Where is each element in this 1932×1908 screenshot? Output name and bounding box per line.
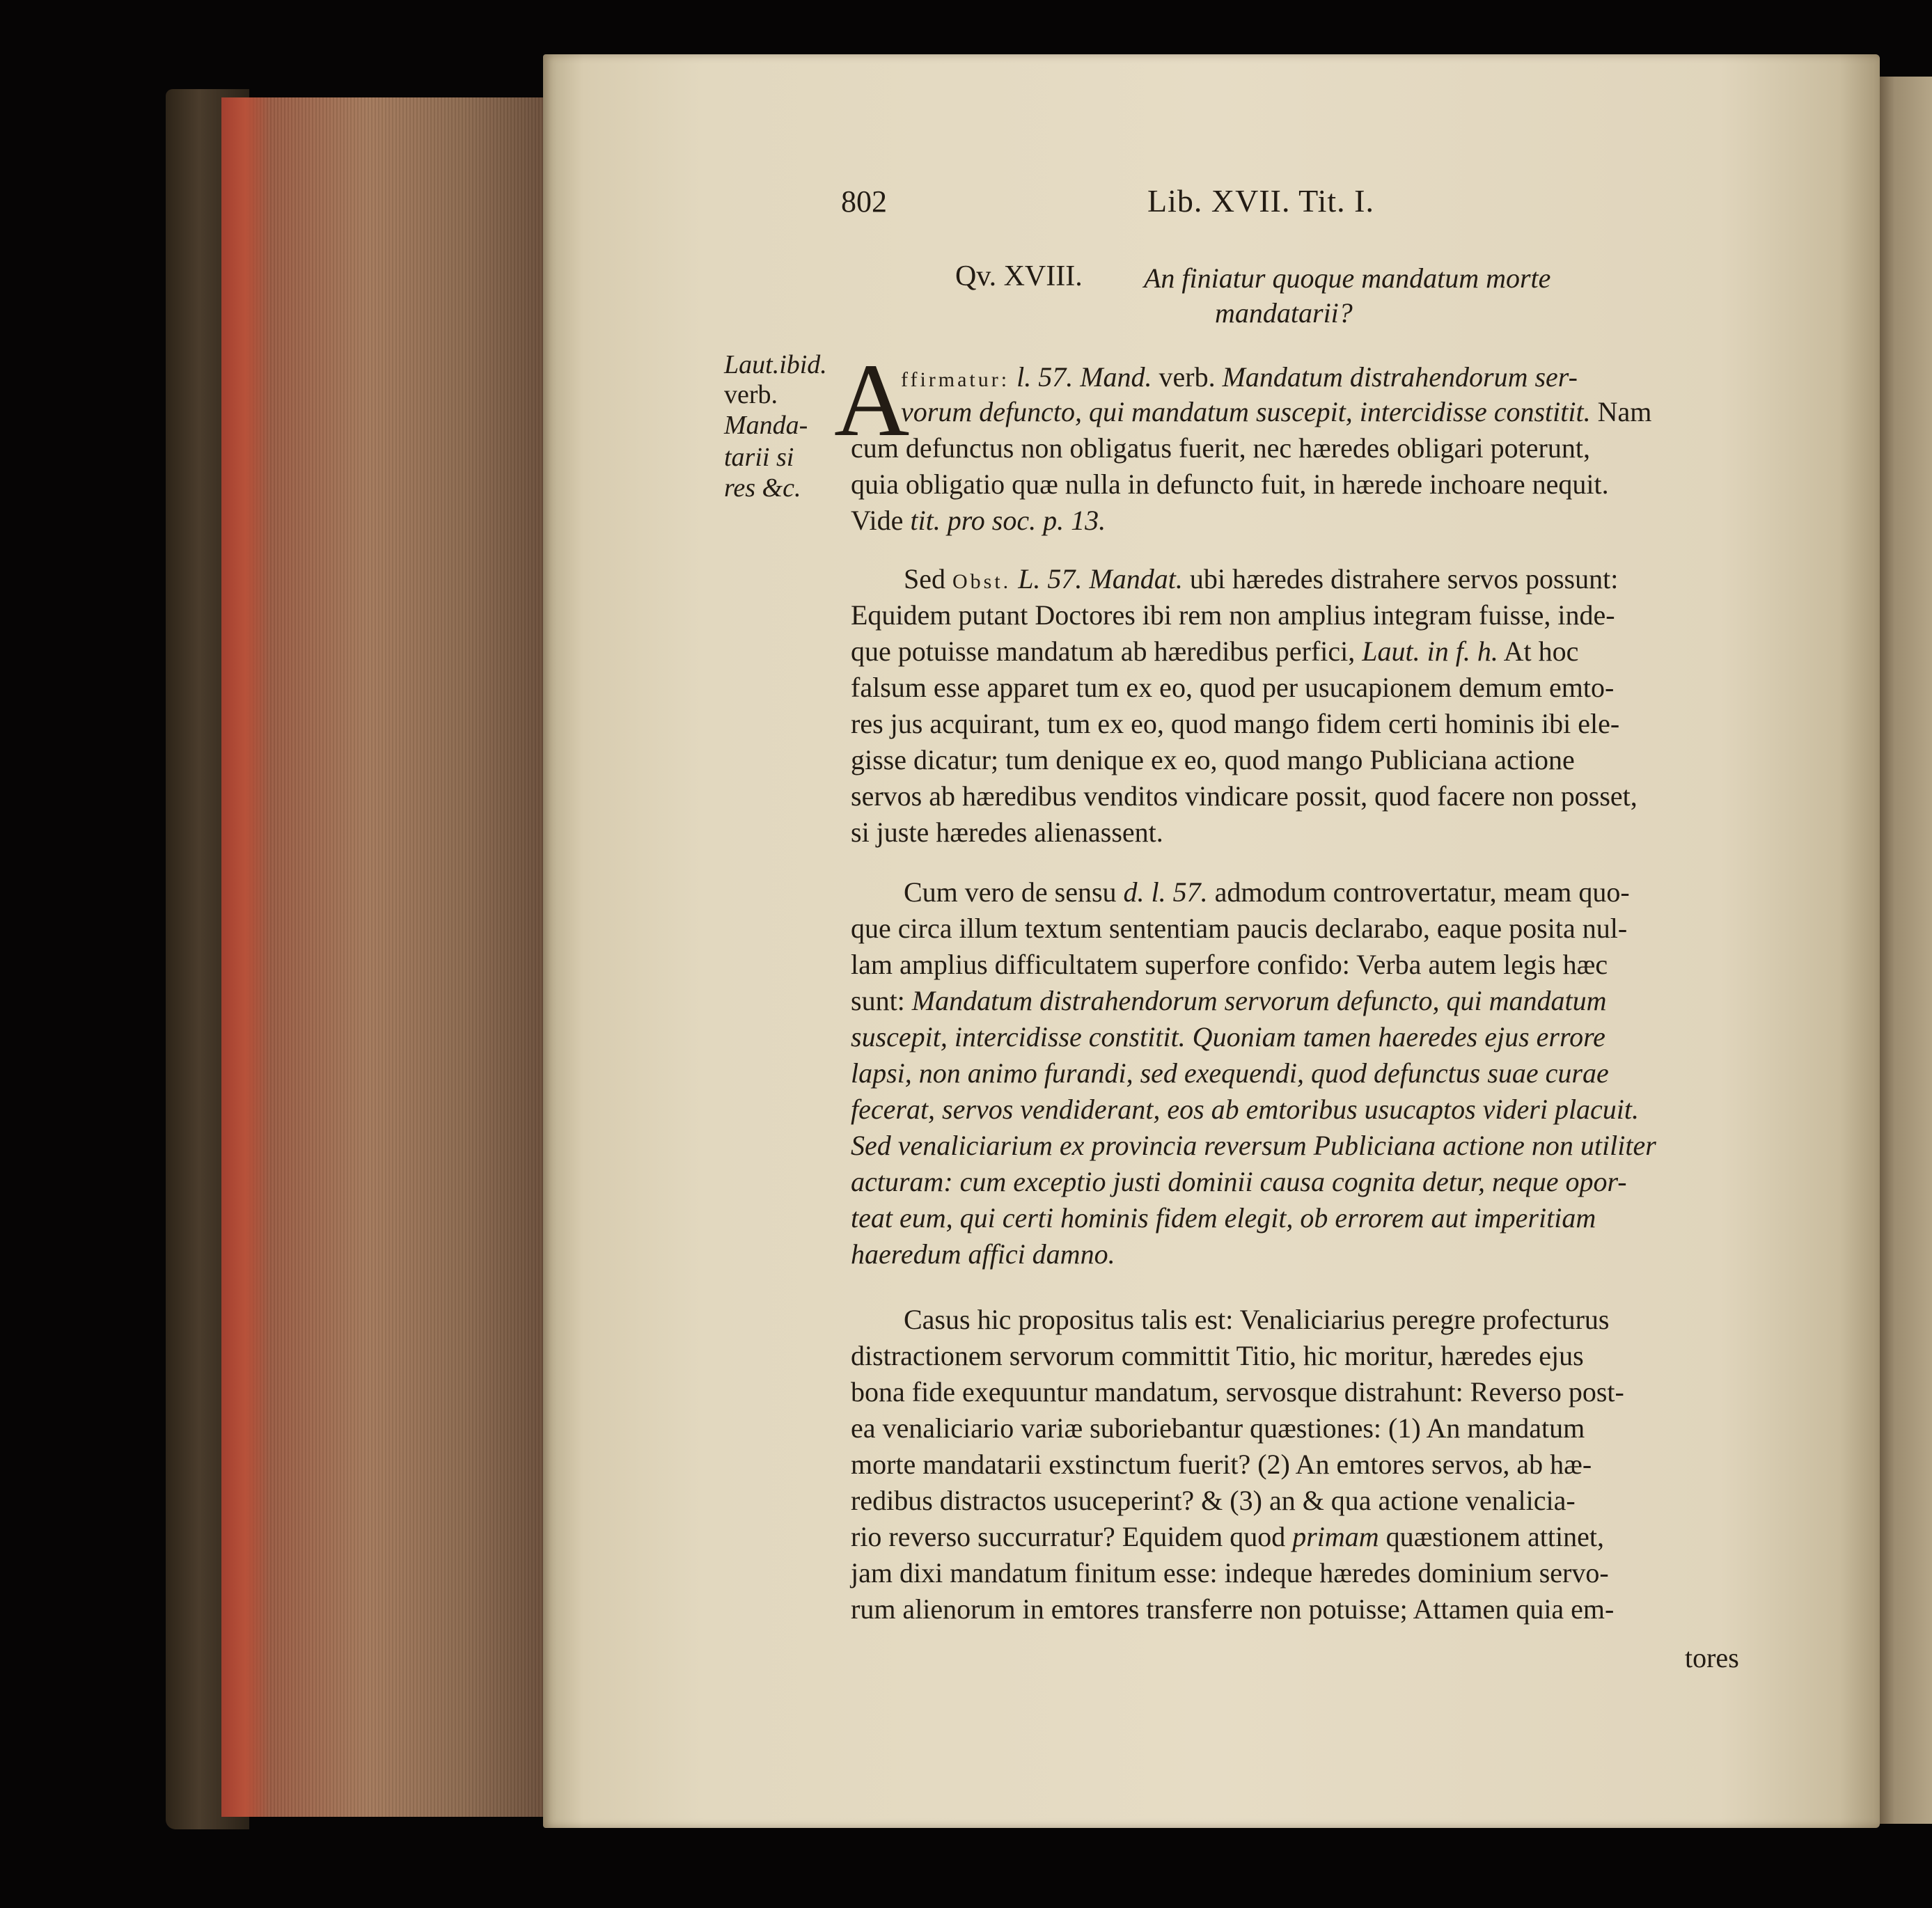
text-line: suscepit, intercidisse constitit. Quoniam tamen haeredes ejus errore <box>851 1021 1605 1052</box>
question-title-line1: An finiatur quoque mandatum morte <box>1144 262 1551 294</box>
text-line <box>851 1523 1604 1551</box>
text-line: lapsi, non animo furandi, sed exequendi, quod defunctus suae curae <box>851 1057 1609 1089</box>
margin-note-line: Laut.ibid. <box>724 350 827 379</box>
text-line <box>851 507 1106 535</box>
page-edges <box>221 97 549 1817</box>
text-line: ea venaliciario variæ suboriebantur quæstiones: (1) An mandatum <box>851 1412 1585 1444</box>
small-caps-run: Obst. <box>952 570 1012 593</box>
roman-run: ubi hæredes distrahere servos possunt: <box>1189 563 1619 594</box>
text-line: morte mandatarii exstinctum fuerit? (2) An emtores servos, ab hæ- <box>851 1449 1592 1480</box>
text-line <box>851 638 1578 665</box>
margin-note-line: Manda- <box>724 411 808 440</box>
text-line <box>904 878 1630 906</box>
facing-page-edge <box>1878 77 1932 1824</box>
text-line: distractionem servorum committit Titio, hic moritur, hæredes ejus <box>851 1340 1584 1371</box>
italic-run: Mandatum distrahendorum ser- <box>1222 361 1578 393</box>
margin-note-line: verb. <box>724 380 778 409</box>
text-line: haeredum affici damno. <box>851 1238 1115 1270</box>
small-caps-run: ffirmatur: <box>901 368 1010 391</box>
text-line: bona fide exequuntur mandatum, servosque distrahunt: Reverso post- <box>851 1376 1624 1408</box>
text-line: Sed venaliciarium ex provincia reversum Publiciana actione non utiliter <box>851 1130 1656 1161</box>
italic-run: Laut. in f. h. <box>1362 636 1498 667</box>
question-title-line2: mandatarii? <box>1215 297 1353 329</box>
running-title: Lib. XVII. Tit. I. <box>1147 183 1374 219</box>
roman-run: At hoc <box>1503 636 1579 667</box>
italic-run: d. l. 57. <box>1123 876 1208 908</box>
roman-run: sunt: <box>851 985 905 1016</box>
roman-run: Sed <box>904 563 945 594</box>
text-line: acturam: cum exceptio justi dominii causa cognita detur, neque opor- <box>851 1166 1627 1197</box>
text-line: Equidem putant Doctores ibi rem non amplius integram fuisse, inde- <box>851 599 1615 631</box>
margin-note-line: res &c. <box>724 473 801 503</box>
text-line: res jus acquirant, tum ex eo, quod mango fidem certi hominis ibi ele- <box>851 708 1620 739</box>
margin-note-line: tarii si <box>724 443 794 472</box>
italic-run: vorum defuncto, qui mandatum suscepit, intercidisse constitit. <box>901 396 1591 427</box>
roman-run: Cum vero de sensu <box>904 876 1117 908</box>
italic-run: primam <box>1292 1521 1379 1552</box>
roman-run: quæstionem attinet, <box>1385 1521 1604 1552</box>
text-line <box>901 363 1578 391</box>
roman-run: admodum controvertatur, meam quo- <box>1214 876 1630 908</box>
text-line: falsum esse apparet tum ex eo, quod per usucapionem demum emto- <box>851 672 1615 703</box>
text-line: redibus distractos usuceperint? & (3) an & qua actione venalicia- <box>851 1485 1576 1516</box>
roman-run: que potuisse mandatum ab hæredibus perfici, <box>851 636 1356 667</box>
text-line <box>904 565 1618 593</box>
text-line: fecerat, servos vendiderant, eos ab emtoribus usucaptos videri placuit. <box>851 1094 1640 1125</box>
roman-run: Nam <box>1597 396 1652 427</box>
roman-run: Vide <box>851 505 904 536</box>
text-line: que circa illum textum sententiam paucis declarabo, eaque posita nul- <box>851 913 1628 944</box>
page-number: 802 <box>841 184 887 219</box>
italic-run: tit. pro soc. p. 13. <box>910 505 1106 536</box>
text-line: gisse dicatur; tum denique ex eo, quod mango Publiciana actione <box>851 744 1575 775</box>
italic-run: l. 57. Mand. <box>1016 361 1152 393</box>
text-line: jam dixi mandatum finitum esse: indeque hæredes dominium servo- <box>851 1557 1609 1588</box>
text-line: quia obligatio quæ nulla in defuncto fuit, in hærede inchoare nequit. <box>851 468 1609 500</box>
text-line: lam amplius difficultatem superfore confido: Verba autem legis hæc <box>851 949 1608 980</box>
drop-capital: A <box>834 342 910 458</box>
italic-run: L. 57. Mandat. <box>1018 563 1183 594</box>
italic-run: Mandatum distrahendorum servorum defuncto, qui mandatum <box>911 985 1607 1016</box>
text-line: cum defunctus non obligatus fuerit, nec hæredes obligari poterunt, <box>851 432 1590 464</box>
text-line <box>851 987 1607 1015</box>
text-line: Casus hic propositus talis est: Venaliciarius peregre profecturus <box>904 1304 1610 1335</box>
text-line: si juste hæredes alienassent. <box>851 817 1163 848</box>
text-line <box>901 398 1651 426</box>
text-line: teat eum, qui certi hominis fidem elegit, ob errorem aut imperitiam <box>851 1202 1596 1233</box>
question-label: Qv. XVIII. <box>955 260 1083 292</box>
catchword: tores <box>1685 1642 1739 1673</box>
roman-run: rio reverso succurratur? Equidem quod <box>851 1521 1286 1552</box>
text-line: rum alienorum in emtores transferre non potuisse; Attamen quia em- <box>851 1593 1615 1625</box>
text-line: servos ab hæredibus venditos vindicare possit, quod facere non posset, <box>851 780 1638 812</box>
roman-run: verb. <box>1159 361 1216 393</box>
